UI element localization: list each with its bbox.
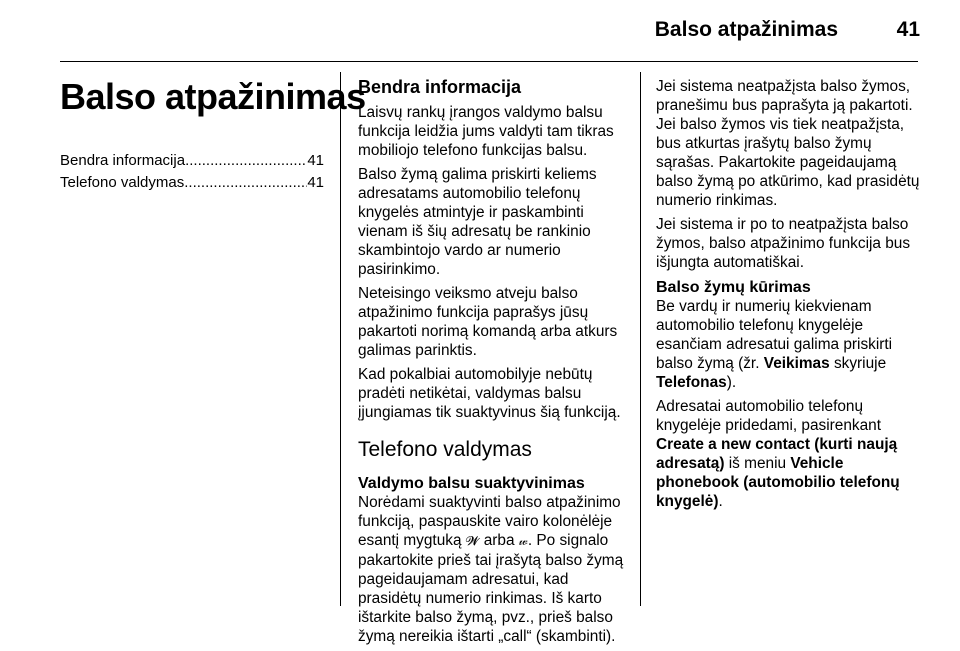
toc-page: 41 xyxy=(307,152,324,169)
paragraph: Balso žymą galima priskirti keliems adresatams automobilio telefonų knygelės atmintyje ir paskambinti vienam iš šių adresatų be rankinio skambintojo vardo ar numerio pasirinkimo. xyxy=(358,166,597,278)
section-heading-general: Bendra informacija xyxy=(358,77,522,97)
text: iš meniu xyxy=(728,455,787,472)
voice-button-alt-icon: 𝓌 xyxy=(518,534,528,549)
text: skyriuje xyxy=(833,355,887,372)
column-divider xyxy=(340,72,341,606)
bold-term: Veikimas xyxy=(763,355,830,372)
column-middle xyxy=(358,76,636,651)
chapter-title: Balso atpažinimas xyxy=(60,76,366,117)
paragraph xyxy=(358,493,636,646)
table-of-contents xyxy=(60,150,324,194)
paragraph xyxy=(656,297,926,392)
subheading-voice-tags: Balso žymų kūrimas xyxy=(656,279,811,296)
toc-page: 41 xyxy=(307,174,324,191)
page-number: 41 xyxy=(896,18,920,41)
toc-entry[interactable] xyxy=(60,172,324,194)
toc-leader xyxy=(184,172,307,194)
bold-term: Vehicle phonebook (automobilio telefonų knygelė) xyxy=(656,455,900,510)
column-right xyxy=(656,77,926,516)
paragraph: Laisvų rankų įrangos valdymo balsu funkcija leidžia jums valdyti tam tikras mobiliojo telefono funkcijas balsu. xyxy=(358,104,614,159)
text: ). xyxy=(726,374,737,391)
toc-entry[interactable] xyxy=(60,150,324,172)
paragraph: Kad pokalbiai automobilyje nebūtų pradėti netikėtai, valdymas balsu įjungiamas tik suaktyvinus šią funkciją. xyxy=(358,366,621,421)
text: Be vardų ir numerių kiekvienam automobilio telefonų knygelėje esančiam adresatui galima priskirti balso žymą (žr. xyxy=(656,298,893,372)
paragraph: Jei sistema ir po to neatpažįsta balso žymos, balso atpažinimo funkcija bus išjungta automatiškai. xyxy=(656,216,911,271)
toc-leader xyxy=(185,150,307,172)
bold-term: Telefonas xyxy=(656,374,727,391)
subheading-activation: Valdymo balsu suaktyvinimas xyxy=(358,475,585,492)
paragraph xyxy=(656,397,926,511)
toc-label: Bendra informacija xyxy=(60,152,186,169)
paragraph: Neteisingo veiksmo atveju balso atpažinimo funkcija paprašys jūsų pakartoti norimą komandą arba atkurs galimas parinktis. xyxy=(358,285,618,359)
paragraph: Jei sistema neatpažįsta balso žymos, pranešimu bus paprašyta ją pakartoti. Jei balso žymos vis tiek neatpažįsta, bus atkurtas įrašytų balso žymų sąrašas. Pakartokite pageidaujamą balso žymą po atkūrimo, kad prasidėtų numerio rinkimas. xyxy=(656,78,920,209)
running-header-title: Balso atpažinimas xyxy=(654,18,838,41)
header-rule xyxy=(60,61,918,62)
text: Adresatai automobilio telefonų knygelėje pridedami, pasirenkant xyxy=(656,398,882,434)
text: arba xyxy=(483,532,515,549)
text: Norėdami suaktyvinti balso atpažinimo funkciją, paspauskite vairo kolonėlėje esantį mygtuką xyxy=(358,494,621,549)
toc-label: Telefono valdymas xyxy=(60,174,185,191)
voice-button-icon: 𝓦 xyxy=(465,534,480,549)
column-divider xyxy=(640,72,641,606)
section-heading-phone: Telefono valdymas xyxy=(358,438,532,461)
bold-term: Create a new contact (kurti naują adresatą) xyxy=(656,436,898,472)
text: . xyxy=(718,493,723,510)
text: . Po signalo pakartokite prieš tai įrašytą balso žymą pageidaujamam adresatui, kad prasidėtų numerio rinkimas. Iš karto ištarkite balso žymą, pvz., prieš balso žymą nereikia ištarti „call“ (skambinti). xyxy=(358,532,624,645)
